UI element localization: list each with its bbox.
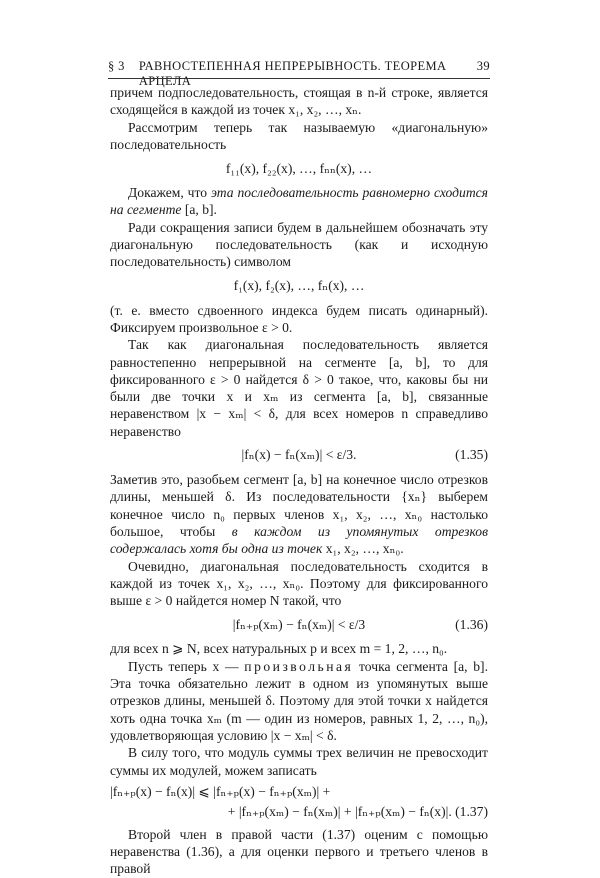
text: x₁, x₂, …, xₙ₀. bbox=[322, 541, 404, 557]
paragraph: Так как диагональная последовательность является равностепенно непрерывной на сегменте [a, b], то для фиксированного ε > 0 найдется δ > 0 такое, что, каковы бы ни были две точки x и xₘ из сегмента [a, b], связанные неравенством |x − xₘ| < δ, для всех номеров n справедливо неравенство bbox=[110, 337, 488, 439]
paragraph: Второй член в правой части (1.37) оценим с помощью неравенства (1.36), а для оценки первого и третьего членов в правой bbox=[110, 826, 488, 877]
spaced-text: произвольная bbox=[244, 658, 354, 674]
equation-line: |fₙ₊ₚ(x) − fₙ(x)| ⩽ |fₙ₊ₚ(x) − fₙ₊ₚ(xₘ)| + bbox=[110, 783, 331, 799]
paragraph: причем подпоследовательность, стоящая в n-й строке, является сходящейся в каждой из точек x₁, x₂, …, xₙ. bbox=[110, 85, 488, 118]
text: Пусть теперь x — bbox=[128, 658, 245, 674]
text: [a, b]. bbox=[181, 202, 217, 218]
emphasis-text: в каждом из упомянутых отрезков содержалась хотя бы одна из точек bbox=[110, 523, 489, 557]
paragraph bbox=[110, 471, 488, 557]
equation bbox=[110, 276, 488, 296]
equation bbox=[110, 614, 488, 634]
equation bbox=[110, 445, 488, 465]
emphasis-text: эта последовательность равномерно сходится на сегменте bbox=[110, 185, 488, 218]
equation-text: |fₙ(x) − fₙ(xₘ)| < ε/3. bbox=[241, 447, 357, 463]
equation-number: (1.36) bbox=[455, 616, 488, 632]
text: Докажем, что bbox=[128, 185, 211, 201]
equation bbox=[110, 158, 488, 178]
equation-text: f₁₁(x), f₂₂(x), …, fₙₙ(x), … bbox=[225, 160, 373, 176]
section-number: § 3 bbox=[108, 59, 125, 73]
header-rule bbox=[108, 78, 490, 79]
equation-line: + |fₙ₊ₚ(xₘ) − fₙ(xₘ)| + |fₙ₊ₚ(xₘ) − fₙ(x)|. (1.37) bbox=[227, 803, 488, 819]
equation-number: (1.35) bbox=[455, 447, 488, 463]
text: Заметив это, разобьем сегмент [a, b] на конечное число отрезков длины, меньшей δ. Из последовательности {xₙ} выберем конечное число n₀ первых членов x₁, x₂, …, xₙ₀ настолько большое, чтобы bbox=[110, 472, 488, 539]
paragraph: В силу того, что модуль суммы трех величин не превосходит суммы их модулей, можем записать bbox=[110, 745, 488, 778]
equation-text: f₁(x), f₂(x), …, fₙ(x), … bbox=[233, 278, 365, 294]
paragraph: (т. е. вместо сдвоенного индекса будем писать одинарный). Фиксируем произвольное ε > 0. bbox=[110, 302, 488, 335]
chapter-title: РАВНОСТЕПЕННАЯ НЕПРЕРЫВНОСТЬ. ТЕОРЕМА АРЦЕЛА bbox=[138, 59, 447, 88]
paragraph bbox=[110, 658, 488, 744]
equation-text: |fₙ₊ₚ(xₘ) − fₙ(xₘ)| < ε/3 bbox=[232, 616, 366, 632]
paragraph bbox=[110, 184, 488, 219]
page-number: 39 bbox=[476, 59, 490, 73]
paragraph: Ради сокращения записи будем в дальнейшем обозначать эту диагональную последовательность (как и исходную последовательность) символом bbox=[110, 219, 488, 270]
text: точка сегмента [a, b]. Эта точка обязательно лежит в одном из упомянутых выше отрезков длины, меньшей δ. Поэтому для этой точки x найдется хоть одна точка xₘ (m — один из номеров, равных 1, 2, …, n₀), удовлетворяющая условию |x − xₘ| < δ. bbox=[110, 658, 488, 743]
paragraph: Очевидно, диагональная последовательность сходится в каждой из точек x₁, x₂, …, xₙ₀. Поэтому для фиксированного выше ε > 0 найдется номер N такой, что bbox=[110, 558, 488, 609]
page-body bbox=[110, 84, 488, 878]
paragraph: для всех n ⩾ N, всех натуральных p и всех m = 1, 2, …, n₀. bbox=[110, 641, 448, 657]
paragraph: Рассмотрим теперь так называемую «диагональную» последовательность bbox=[110, 119, 488, 152]
